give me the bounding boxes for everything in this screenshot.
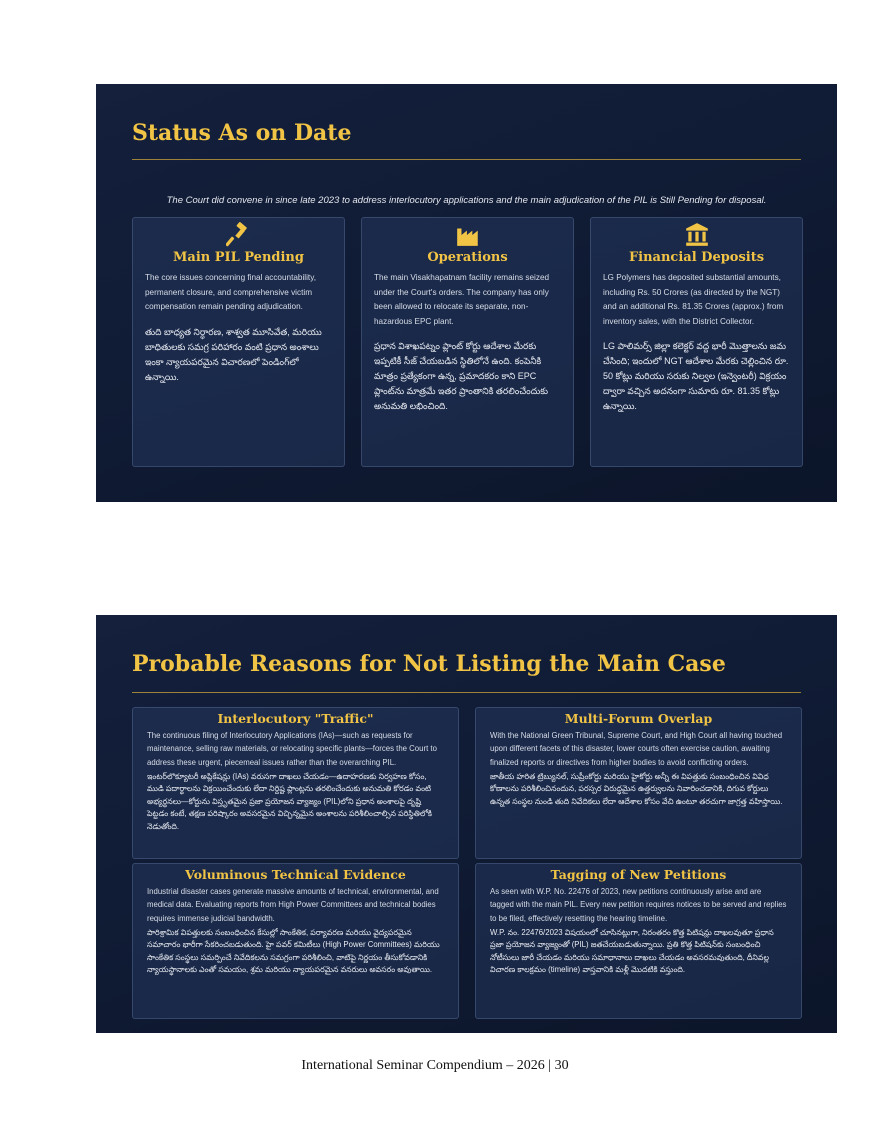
card-english-text: Industrial disaster cases generate massive amounts of technical, environmental, and medical data. Evaluating reports from High Power Committees and technical bodies requires immense judicial bandwidth. <box>147 887 439 923</box>
card-title: Tagging of New Petitions <box>550 867 727 882</box>
card-tagging-of-new-petitions <box>475 863 802 1019</box>
card-interlocutory-traffic <box>132 707 459 859</box>
card-telugu-text: జాతీయ హరిత ట్రిబ్యునల్, సుప్రీంకోర్టు మరియు హైకోర్టు అన్నీ ఈ విపత్తుకు సంబంధించిన వివిధ కోణాలను పరిశీలించినందున, పరస్పర విరుద్ధమైన ఉత్తర్వులను నివారించడానికి, దిగువ కోర్టులు ఉన్నత సంస్థల నుండి తుది నివేదికలు లేదా ఆదేశాల కోసం వేచి ఉంటూ తరచుగా జాగ్రత్త వహిస్తాయి. <box>490 771 783 806</box>
card-english-text: The main Visakhapatnam facility remains seized under the Court's orders. The company has only been allowed to relocate its separate, non-hazardous EPC plant. <box>374 273 550 326</box>
card-telugu-text: ప్రధాన విశాఖపట్నం ప్లాంట్ కోర్టు ఆదేశాల మేరకు ఇప్పటికీ సీజ్ చేయబడిన స్థితిలోనే ఉంది. కంపెనీకి మాత్రం ప్రత్యేకంగా ఉన్న, ప్రమాదకరం కాని EPC ప్లాంట్‌ను మాత్రమే ఇతర ప్రాంతానికి తరలించేందుకు అనుమతి లభించింది. <box>374 341 549 411</box>
slide-title: Probable Reasons for Not Listing the Main Case <box>132 651 726 677</box>
card-multi-forum-overlap <box>475 707 802 859</box>
card-title: Operations <box>427 250 508 265</box>
gavel-icon <box>226 222 252 248</box>
card-title: Financial Deposits <box>628 250 765 265</box>
card-telugu-text: పారిశ్రామిక విపత్తులకు సంబంధించిన కేసుల్లో సాంకేతిక, పర్యావరణ మరియు వైద్యపరమైన సమాచారం భారీగా సేకరించబడుతుంది. హై పవర్ కమిటీలు (High Power Committees) మరియు సాంకేతిక సంస్థలు సమర్పించే నివేదికలను సమగ్రంగా పరిశీలించి, వాటిపై నిర్ణయం తీసుకోవడానికి న్యాయస్థానాలకు ఎంతో సమయం, శ్రమ మరియు న్యాయపరమైన వనరులు అవసరం అవుతాయి. <box>147 927 440 975</box>
card-financial-deposits <box>590 217 803 467</box>
card-title: Multi-Forum Overlap <box>564 711 713 726</box>
title-divider <box>132 159 801 160</box>
slide-probable-reasons <box>96 615 837 1033</box>
card-title: Main PIL Pending <box>173 250 304 265</box>
card-main-pil-pending <box>132 217 345 467</box>
factory-icon <box>455 222 481 248</box>
title-divider <box>132 692 801 693</box>
slide-status-as-on-date <box>96 84 837 502</box>
bank-icon <box>684 222 710 248</box>
card-telugu-text: తుది బాధ్యత నిర్ధారణ, శాశ్వత మూసివేత, మరియు బాధితులకు సమగ్ర పరిహారం వంటి ప్రధాన అంశాలు ఇంకా న్యాయపరమైన విచారణలో పెండింగ్‌లో ఉన్నాయి. <box>145 326 322 382</box>
card-english-text: As seen with W.P. No. 22476 of 2023, new petitions continuously arise and are tagged with the main PIL. Every new petition requires notices to be served and replies to be filed, effectively resetting the hearing timeline. <box>490 887 787 923</box>
card-telugu-text: LG పాలిమర్స్ జిల్లా కలెక్టర్ వద్ద భారీ మొత్తాలను జమ చేసింది; ఇందులో NGT ఆదేశాల మేరకు చెల్లించిన రూ. 50 కోట్లు మరియు సరుకు నిల్వల (ఇన్వెంటరీ) విక్రయం ద్వారా వచ్చిన అదనంగా సుమారు రూ. 81.35 కోట్లు ఉన్నాయి. <box>603 341 789 411</box>
card-operations <box>361 217 574 467</box>
card-telugu-text: ఇంటర్‌లొక్యూటరీ అప్లికేషన్లు (IAs) వరుసగా దాఖలు చేయడం—ఉదాహరణకు నిర్వహణ కోసం, ముడి పదార్థాలను విక్రయించేందుకు లేదా నిర్దిష్ట ప్లాంట్లను తరలించేందుకు అనుమతి కోరడం వంటి అభ్యర్థనలు—కోర్టును విస్తృతమైన ప్రజా ప్రయోజన వ్యాజ్యం (PIL)లోని ప్రధాన అంశాలపై దృష్టి పెట్టడం కంటే, తక్షణ పరిష్కారం అవసరమైన విచ్ఛిన్నమైన అంశాలను పరిశీలించాల్సిన పరిస్థితిలోకి నెడుతోంది. <box>147 771 432 831</box>
slide-subtitle: The Court did convene in since late 2023 to address interlocutory applications and the main adjudication of the PIL is Still Pending for disposal. <box>166 194 767 206</box>
slide-title: Status As on Date <box>132 120 352 146</box>
card-english-text: The core issues concerning final accountability, permanent closure, and comprehensive victim compensation remain pending adjudication. <box>145 273 316 311</box>
card-english-text: LG Polymers has deposited substantial amounts, including Rs. 50 Crores (as directed by the NGT) and an additional Rs. 81.35 Crores (approx.) from inventory sales, with the District Collector. <box>603 273 784 326</box>
card-voluminous-technical-evidence <box>132 863 459 1019</box>
card-title: Voluminous Technical Evidence <box>185 867 406 882</box>
page-footer: International Seminar Compendium – 2026 | 30 <box>301 1058 569 1073</box>
card-english-text: With the National Green Tribunal, Supreme Court, and High Court all having touched upon different facets of this disaster, lower courts often exercise caution, awaiting finalized reports or directives from higher bodies to avoid conflicting orders. <box>490 731 783 767</box>
card-telugu-text: W.P. నం. 22476/2023 విషయంలో చూసినట్లుగా, నిరంతరం కొత్త పిటిషన్లు దాఖలవుతూ ప్రధాన ప్రజా ప్రయోజన వ్యాజ్యంతో (PIL) జతచేయబడుతున్నాయి. ప్రతి కొత్త పిటిషన్‌కు సంబంధించి నోటీసులు జారీ చేయడం మరియు సమాధానాలు దాఖలు చేయడం అవసరమవుతుంది, దీనివల్ల విచారణ కాలక్రమం (timeline) వాస్తవానికి మళ్లీ మొదటికి వస్తుంది. <box>490 927 774 975</box>
card-english-text: The continuous filing of Interlocutory Applications (IAs)—such as requests for maintenance, selling raw materials, or relocating specific plants—forces the Court to address these urgent, piecemeal issues rather than the overarching PIL. <box>147 731 437 767</box>
card-title: Interlocutory "Traffic" <box>217 711 374 726</box>
